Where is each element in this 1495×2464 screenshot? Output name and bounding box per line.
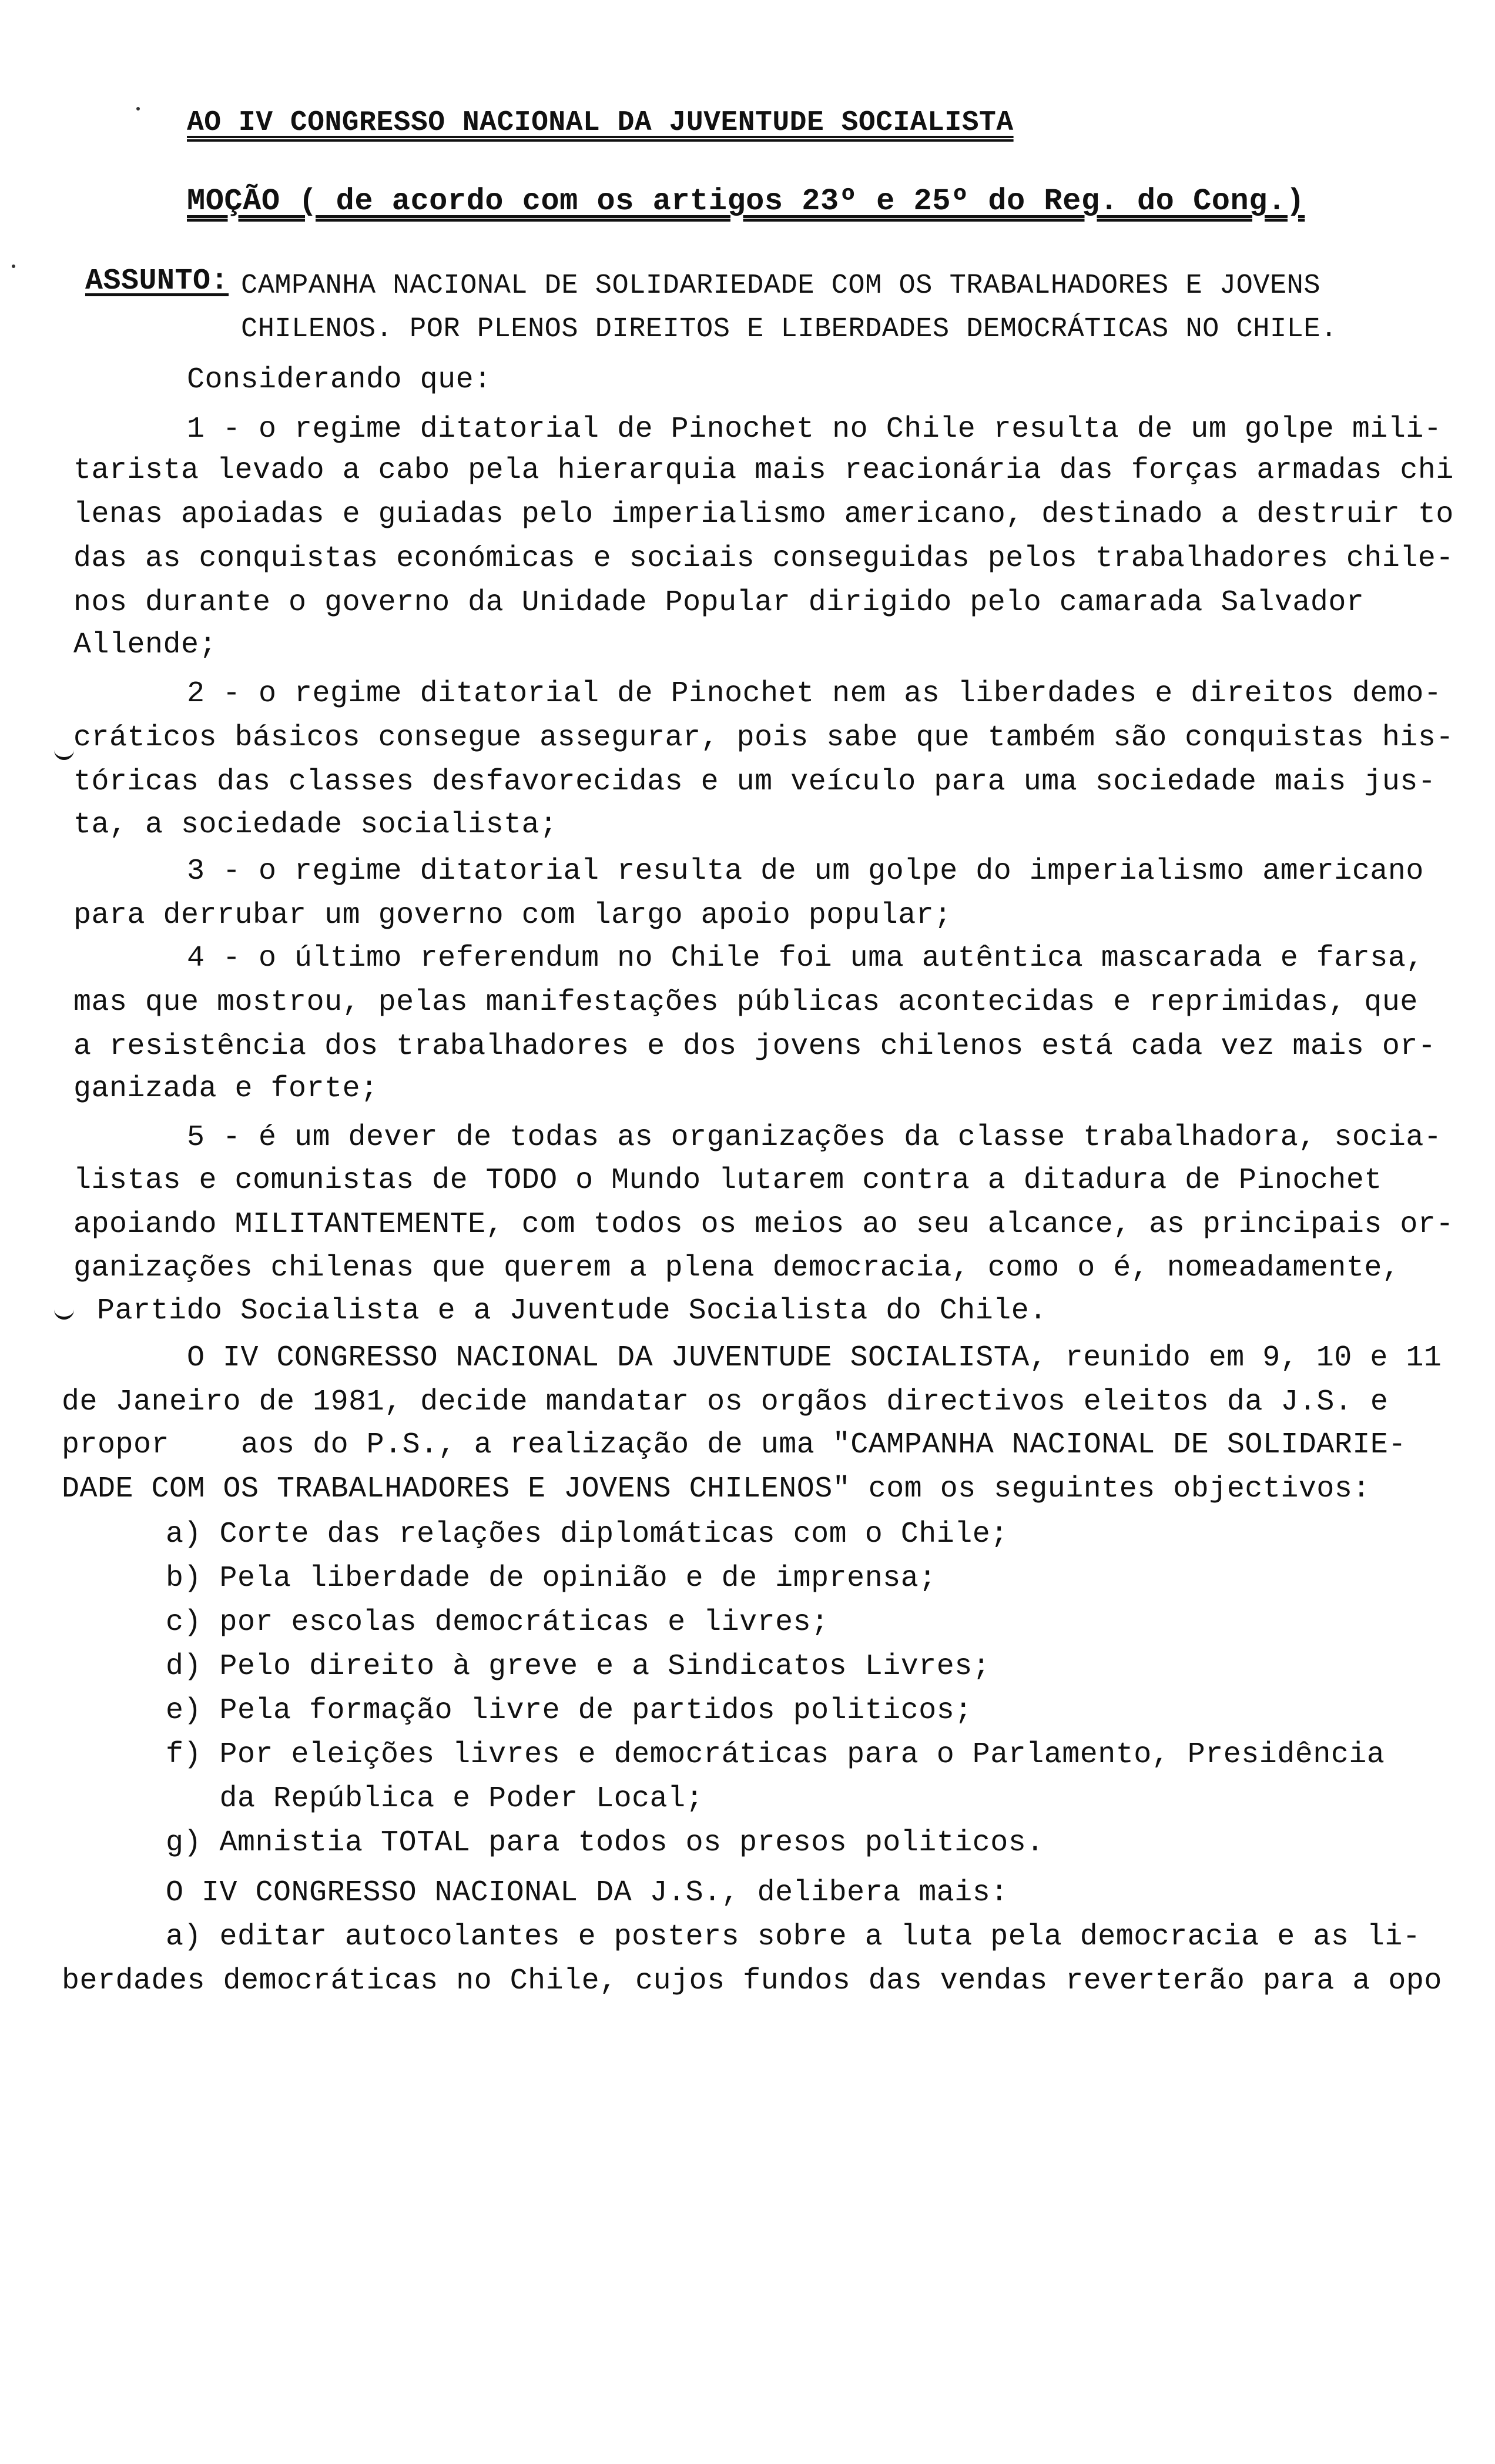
considering-heading: Considerando que: xyxy=(187,363,492,397)
paragraph-1-line: nos durante o governo da Unidade Popular dirigido pelo camarada Salvador xyxy=(73,586,1365,620)
decision-line: DADE COM OS TRABALHADORES E JOVENS CHILENOS" com os seguintes objectivos: xyxy=(62,1472,1370,1506)
paragraph-2-line: ta, a sociedade socialista; xyxy=(73,808,558,842)
paragraph-4-line: a resistência dos trabalhadores e dos jovens chilenos está cada vez mais or- xyxy=(73,1030,1436,1063)
objective-item: c) por escolas democráticas e livres; xyxy=(166,1606,829,1639)
decision-line: de Janeiro de 1981, decide mandatar os orgãos directivos eleitos da J.S. e xyxy=(62,1385,1389,1419)
subject-line-2: CHILENOS. POR PLENOS DIREITOS E LIBERDADES DEMOCRÁTICAS NO CHILE. xyxy=(241,314,1338,345)
document-addressee: AO IV CONGRESSO NACIONAL DA JUVENTUDE SOCIALISTA xyxy=(187,107,1014,139)
paragraph-3-line: para derrubar um governo com largo apoio popular; xyxy=(73,899,952,932)
objective-item: e) Pela formação livre de partidos politicos; xyxy=(166,1694,973,1728)
paragraph-4-line: 4 - o último referendum no Chile foi uma autêntica mascarada e farsa, xyxy=(187,942,1424,975)
further-line: berdades democráticas no Chile, cujos fundos das vendas reverterão para a opo xyxy=(62,1964,1442,1998)
paragraph-4-line: ganizada e forte; xyxy=(73,1072,378,1106)
decision-line: propor aos do P.S., a realização de uma "CAMPANHA NACIONAL DE SOLIDARIE- xyxy=(62,1428,1406,1462)
objective-item: a) Corte das relações diplomáticas com o Chile; xyxy=(166,1518,1008,1551)
subject-line-1: CAMPANHA NACIONAL DE SOLIDARIEDADE COM OS TRABALHADORES E JOVENS xyxy=(241,270,1321,302)
objective-item: g) Amnistia TOTAL para todos os presos politicos. xyxy=(166,1826,1044,1860)
paragraph-5-line: 5 - é um dever de todas as organizações da classe trabalhadora, socia- xyxy=(187,1121,1442,1154)
further-line: a) editar autocolantes e posters sobre a luta pela democracia e as li- xyxy=(166,1920,1421,1954)
paper-speck xyxy=(136,107,140,111)
objective-item: f) Por eleições livres e democráticas para o Parlamento, Presidência xyxy=(166,1738,1385,1772)
margin-tick-mark xyxy=(54,745,74,760)
paragraph-1-line: das as conquistas económicas e sociais conseguidas pelos trabalhadores chile- xyxy=(73,542,1454,575)
paragraph-2-line: 2 - o regime ditatorial de Pinochet nem as liberdades e direitos demo- xyxy=(187,677,1442,711)
paragraph-1-line: Allende; xyxy=(73,628,217,662)
paragraph-1-line: lenas apoiadas e guiadas pelo imperialismo americano, destinado a destruir to xyxy=(73,498,1454,531)
paragraph-5-line: Partido Socialista e a Juventude Socialista do Chile. xyxy=(97,1294,1047,1328)
paragraph-2-line: tóricas das classes desfavorecidas e um veículo para uma sociedade mais jus- xyxy=(73,765,1436,799)
paragraph-5-line: listas e comunistas de TODO o Mundo lutarem contra a ditadura de Pinochet xyxy=(73,1164,1382,1197)
margin-tick-mark xyxy=(54,1305,74,1320)
objective-item: b) Pela liberdade de opinião e de imprensa; xyxy=(166,1562,937,1595)
subject-label: ASSUNTO: xyxy=(85,265,229,298)
paragraph-5-line: ganizações chilenas que querem a plena democracia, como o é, nomeadamente, xyxy=(73,1251,1400,1285)
paragraph-3-line: 3 - o regime ditatorial resulta de um golpe do imperialismo americano xyxy=(187,855,1424,888)
objective-item: d) Pelo direito à greve e a Sindicatos Livres; xyxy=(166,1650,991,1683)
paragraph-5-line: apoiando MILITANTEMENTE, com todos os meios ao seu alcance, as principais or- xyxy=(73,1208,1454,1241)
motion-title: MOÇÃO ( de acordo com os artigos 23º e 25º do Reg. do Cong.) xyxy=(187,184,1305,219)
paragraph-4-line: mas que mostrou, pelas manifestações públicas acontecidas e reprimidas, que xyxy=(73,986,1418,1019)
paragraph-1-line: tarista levado a cabo pela hierarquia mais reacionária das forças armadas chi xyxy=(73,454,1454,487)
decision-line: O IV CONGRESSO NACIONAL DA JUVENTUDE SOCIALISTA, reunido em 9, 10 e 11 xyxy=(187,1341,1442,1375)
deliberates-heading: O IV CONGRESSO NACIONAL DA J.S., delibera mais: xyxy=(166,1876,1008,1910)
paper-speck xyxy=(12,265,15,268)
paragraph-1-line: 1 - o regime ditatorial de Pinochet no Chile resulta de um golpe mili- xyxy=(187,413,1442,446)
objective-item: da República e Poder Local; xyxy=(166,1782,704,1816)
paragraph-2-line: cráticos básicos consegue assegurar, pois sabe que também são conquistas his- xyxy=(73,721,1454,755)
